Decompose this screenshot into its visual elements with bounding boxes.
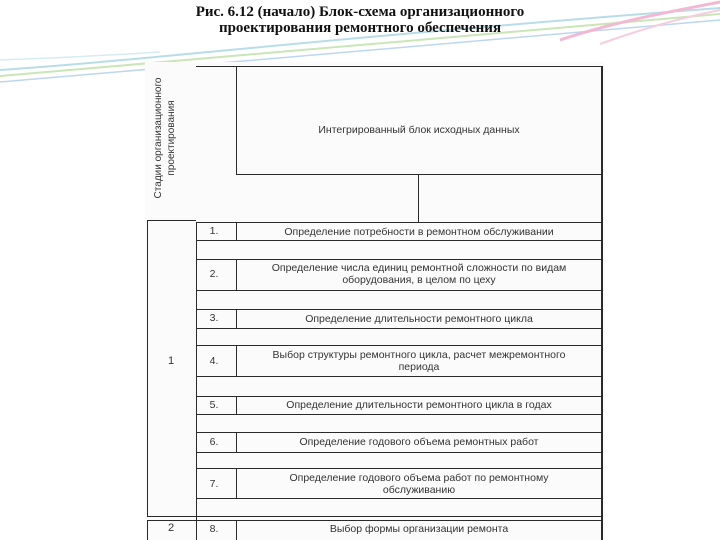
stage-1-left-border <box>147 220 148 516</box>
row-divider <box>196 498 602 499</box>
data-block-left-border <box>236 66 237 174</box>
connector-line <box>418 174 419 222</box>
step-text <box>236 399 602 411</box>
step-text-line: периода <box>398 361 440 373</box>
figure-title <box>0 4 720 36</box>
side-header-line-1: Стадии организационного <box>153 77 164 199</box>
row-divider <box>196 468 602 469</box>
figure-title-line-2: проектирования ремонтного обеспечения <box>218 20 502 36</box>
row-divider <box>196 290 602 291</box>
row-divider <box>196 328 602 329</box>
step-text <box>236 349 602 373</box>
data-block-bottom-border <box>236 174 602 175</box>
step-text <box>236 313 602 325</box>
figure-title-line-1: Рис. 6.12 (начало) Блок-схема организационного <box>195 4 525 20</box>
stage-label: 2 <box>168 522 175 534</box>
step-number: 3. <box>209 312 219 324</box>
row-divider <box>196 222 602 223</box>
step-text-line: Определение потребности в ремонтном обслуживании <box>284 226 554 238</box>
step-text-line: Определение годового объема работ по ремонтному <box>289 472 549 484</box>
row-divider <box>196 432 602 433</box>
step-number: 7. <box>209 478 219 490</box>
row-divider <box>196 309 602 310</box>
side-header-line-2: проектирования <box>166 100 177 176</box>
stage-2-left-border <box>147 520 148 540</box>
step-text-line: Выбор структуры ремонтного цикла, расчет межремонтного <box>272 349 566 361</box>
row-divider <box>196 414 602 415</box>
step-number: 2. <box>209 268 219 280</box>
stage-2-top-border <box>147 520 603 521</box>
step-text <box>236 523 602 535</box>
step-text <box>236 436 602 448</box>
data-block-label: Интегрированный блок исходных данных <box>318 124 520 136</box>
stage-1-bottom-border <box>147 516 603 517</box>
row-divider <box>196 345 602 346</box>
step-text-line: Определение годового объема ремонтных работ <box>299 436 539 448</box>
row-divider <box>196 376 602 377</box>
step-text-line: оборудования, в целом по цеху <box>342 274 496 286</box>
step-text-line: Определение числа единиц ремонтной сложности по видам <box>271 262 567 274</box>
step-text-line: Определение длительности ремонтного цикла <box>305 313 533 325</box>
row-divider <box>196 452 602 453</box>
step-text-line: обслуживанию <box>382 484 456 496</box>
step-number: 5. <box>209 399 219 411</box>
side-header-bottom-border <box>147 220 196 221</box>
step-number: 4. <box>209 355 219 367</box>
step-number: 8. <box>209 523 219 535</box>
row-divider <box>196 396 602 397</box>
step-number: 6. <box>209 436 219 448</box>
stage-label: 1 <box>168 355 175 367</box>
step-text <box>236 472 602 496</box>
row-divider <box>196 259 602 260</box>
step-text-line: Определение длительности ремонтного цикла в годах <box>286 399 552 411</box>
diagram-top-border <box>196 66 602 67</box>
step-text <box>236 226 602 238</box>
step-text-line: Выбор формы организации ремонта <box>329 523 509 535</box>
step-text <box>236 262 602 286</box>
step-number: 1. <box>209 225 219 237</box>
row-divider <box>196 240 602 241</box>
side-header <box>152 58 192 218</box>
